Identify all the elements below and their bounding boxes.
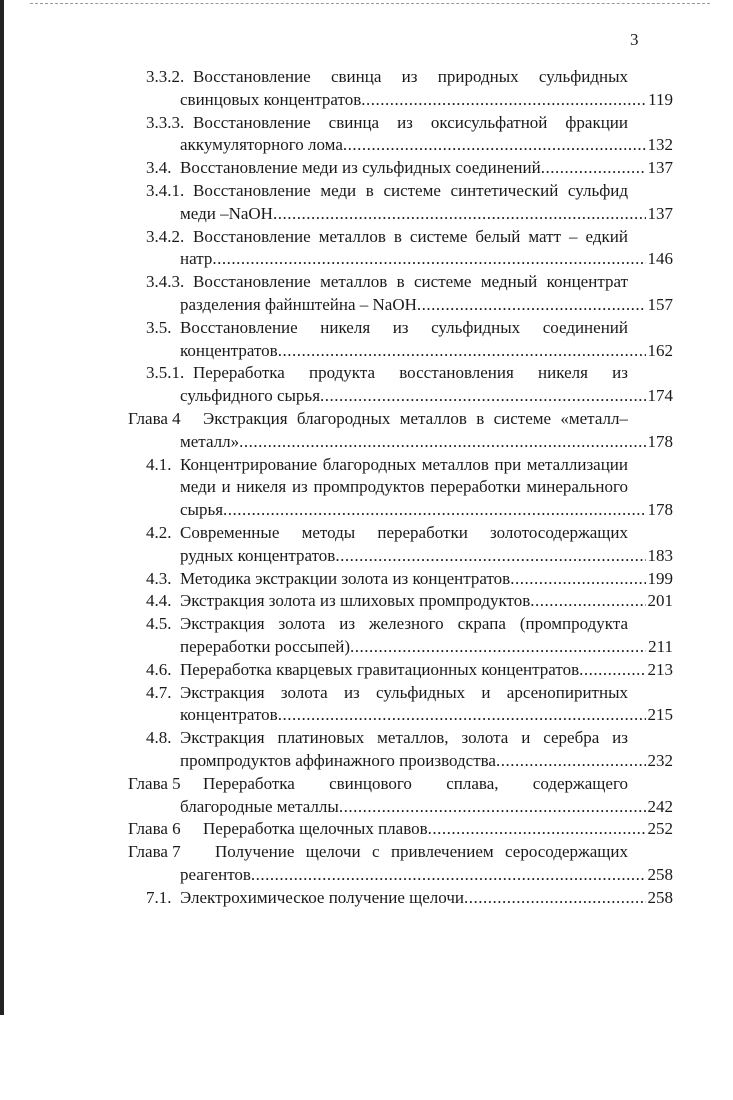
toc-line xyxy=(0,362,733,385)
dot-leader xyxy=(530,590,645,613)
toc-entry-title: Восстановление меди из сульфидных соединений xyxy=(180,158,541,178)
toc-line xyxy=(0,112,733,135)
toc-entry-title: Восстановление свинца из природных сульфидных xyxy=(193,67,628,86)
toc-entry-title: рудных концентратов xyxy=(180,545,336,565)
toc-entry-number: Глава 5 xyxy=(128,773,181,793)
toc-section-entry[interactable] xyxy=(0,682,733,728)
toc-entry-leader-line xyxy=(180,157,673,180)
toc-line xyxy=(0,340,733,363)
table-of-contents xyxy=(0,66,733,909)
toc-entry-number: 4.3. xyxy=(146,568,172,588)
toc-entry-leader-line xyxy=(180,659,673,682)
toc-line xyxy=(0,89,733,112)
toc-line xyxy=(0,408,733,431)
toc-page-number: 213 xyxy=(647,659,673,679)
toc-entry-number: 3.4.2. xyxy=(146,226,185,246)
toc-entry-title: меди –NaOH xyxy=(180,203,273,223)
toc-line xyxy=(0,750,733,773)
toc-entry-leader-line xyxy=(180,590,673,613)
dot-leader xyxy=(278,340,646,363)
toc-entry-leader-line xyxy=(180,89,673,112)
toc-page-number: 215 xyxy=(647,705,673,725)
dot-leader xyxy=(335,545,645,568)
dot-leader xyxy=(464,887,646,910)
toc-entry-number: 3.5.1. xyxy=(146,363,185,383)
toc-section-entry[interactable] xyxy=(0,112,733,158)
toc-entry-leader-line xyxy=(180,203,673,226)
toc-section-entry[interactable] xyxy=(0,317,733,363)
toc-line xyxy=(0,568,733,591)
toc-page-number: 146 xyxy=(647,249,673,269)
toc-entry-number: 4.5. xyxy=(146,614,172,634)
toc-entry-number: 3.4.3. xyxy=(146,272,185,292)
toc-entry-title: Экстракция платиновых металлов, золота и серебра из xyxy=(180,728,628,748)
toc-line xyxy=(0,66,733,89)
toc-line xyxy=(0,659,733,682)
toc-entry-title: Восстановление металлов в системе белый матт – едкий xyxy=(193,226,628,246)
toc-section-entry[interactable] xyxy=(0,727,733,773)
toc-line xyxy=(0,522,733,545)
toc-page-number: 178 xyxy=(647,500,673,520)
toc-entry-leader-line xyxy=(203,818,673,841)
toc-line xyxy=(0,134,733,157)
toc-entry-number: Глава 6 xyxy=(128,819,181,839)
toc-chapter-entry[interactable] xyxy=(0,408,733,454)
toc-page-number: 252 xyxy=(647,819,673,839)
toc-page-number: 119 xyxy=(648,89,673,109)
toc-entry-title: Переработка свинцового сплава, содержащего xyxy=(203,773,628,793)
toc-entry-number: 3.3.2. xyxy=(146,67,185,86)
toc-section-entry[interactable] xyxy=(0,887,733,910)
toc-entry-leader-line xyxy=(180,431,673,454)
toc-entry-leader-line xyxy=(180,248,673,271)
toc-entry-title: концентратов xyxy=(180,705,278,725)
toc-entry-number: 3.4.1. xyxy=(146,180,185,200)
toc-entry-title: Переработка кварцевых гравитационных концентратов xyxy=(180,659,580,679)
toc-line xyxy=(0,818,733,841)
toc-section-entry[interactable] xyxy=(0,659,733,682)
toc-entry-title: Восстановление никеля из сульфидных соединений xyxy=(180,317,628,337)
toc-section-entry[interactable] xyxy=(0,180,733,226)
dot-leader xyxy=(212,248,645,271)
toc-entry-title: Экстракция благородных металлов в системе «металл– xyxy=(203,408,628,428)
toc-line xyxy=(0,203,733,226)
toc-entry-number: 4.2. xyxy=(146,522,172,542)
toc-entry-title: Концентрирование благородных металлов при металлизации xyxy=(180,454,628,474)
toc-entry-title: концентратов xyxy=(180,340,278,360)
toc-entry-title: Экстракция золота из железного скрапа (промпродукта xyxy=(180,614,628,634)
dot-leader xyxy=(320,385,645,408)
toc-section-entry[interactable] xyxy=(0,66,733,112)
dot-leader xyxy=(428,818,646,841)
toc-line xyxy=(0,636,733,659)
page-number: 3 xyxy=(630,30,639,49)
dot-leader xyxy=(579,659,645,682)
toc-entry-number: 4.4. xyxy=(146,591,172,611)
toc-entry-title: Методика экстракции золота из концентратов xyxy=(180,568,511,588)
toc-line xyxy=(0,864,733,887)
toc-page-number: 162 xyxy=(647,340,673,360)
toc-entry-title: Переработка щелочных плавов xyxy=(203,819,428,839)
toc-entry-title: сырья xyxy=(180,500,224,520)
toc-entry-title: Экстракция золота из шлиховых промпродуктов xyxy=(180,591,531,611)
toc-chapter-entry[interactable] xyxy=(0,841,733,887)
toc-entry-title: переработки россыпей) xyxy=(180,636,351,656)
toc-page-number: 132 xyxy=(647,135,673,155)
toc-page-number: 157 xyxy=(647,294,673,314)
dot-leader xyxy=(417,294,646,317)
toc-entry-title: Электрохимическое получение щелочи xyxy=(180,887,464,907)
toc-page-number: 178 xyxy=(647,431,673,451)
toc-page-number: 137 xyxy=(647,203,673,223)
toc-line xyxy=(0,431,733,454)
toc-page-number: 258 xyxy=(647,864,673,884)
toc-section-entry[interactable] xyxy=(0,568,733,591)
dot-leader xyxy=(278,704,646,727)
toc-entry-title: Экстракция золота из сульфидных и арсенопиритных xyxy=(180,682,628,702)
toc-entry-number: 3.5. xyxy=(146,317,172,337)
toc-line xyxy=(0,226,733,249)
dot-leader xyxy=(339,796,646,819)
dot-leader xyxy=(510,568,645,591)
toc-entry-title: металл» xyxy=(180,431,240,451)
toc-entry-leader-line xyxy=(180,636,673,659)
toc-entry-leader-line xyxy=(180,887,673,910)
toc-line xyxy=(0,590,733,613)
dot-leader xyxy=(223,499,645,522)
dot-leader xyxy=(496,750,646,773)
toc-line xyxy=(0,157,733,180)
toc-entry-leader-line xyxy=(180,545,673,568)
dot-leader xyxy=(361,89,646,112)
toc-line xyxy=(0,841,733,864)
toc-section-entry[interactable] xyxy=(0,613,733,659)
dot-leader xyxy=(350,636,646,659)
toc-line xyxy=(0,180,733,203)
toc-section-entry[interactable] xyxy=(0,522,733,568)
toc-entry-leader-line xyxy=(180,294,673,317)
toc-line xyxy=(0,499,733,522)
toc-entry-title: натр xyxy=(180,249,213,269)
toc-entry-number: 4.8. xyxy=(146,728,172,748)
toc-page-number: 232 xyxy=(647,750,673,770)
dot-leader xyxy=(541,157,646,180)
toc-entry-title: Восстановление свинца из оксисульфатной фракции xyxy=(193,112,628,132)
toc-line xyxy=(0,294,733,317)
toc-entry-title: меди и никеля из промпродуктов переработки минерального xyxy=(180,477,628,497)
toc-entry-leader-line xyxy=(180,704,673,727)
toc-section-entry[interactable] xyxy=(0,590,733,613)
toc-page-number: 201 xyxy=(647,591,673,611)
toc-line xyxy=(0,248,733,271)
toc-entry-title: промпродуктов аффинажного производства xyxy=(180,750,496,770)
dot-leader xyxy=(273,203,646,226)
toc-page-number: 258 xyxy=(647,887,673,907)
toc-entry-number: 3.3.3. xyxy=(146,112,185,132)
toc-entry-number: 3.4. xyxy=(146,158,172,178)
toc-entry-title: разделения файнштейна – NaOH xyxy=(180,294,417,314)
toc-line xyxy=(0,454,733,477)
toc-entry-title: Восстановление меди в системе синтетический сульфид xyxy=(193,180,628,200)
toc-entry-leader-line xyxy=(180,134,673,157)
toc-page-number: 137 xyxy=(647,158,673,178)
toc-section-entry[interactable] xyxy=(0,157,733,180)
toc-entry-number: 4.6. xyxy=(146,659,172,679)
toc-line xyxy=(0,317,733,340)
toc-section-entry[interactable] xyxy=(0,271,733,317)
toc-entry-leader-line xyxy=(180,750,673,773)
toc-section-entry[interactable] xyxy=(0,362,733,408)
toc-entry-number: Глава 7 xyxy=(128,842,181,862)
toc-entry-leader-line xyxy=(180,864,673,887)
toc-section-entry[interactable] xyxy=(0,226,733,272)
scan-artifact xyxy=(30,3,710,4)
toc-entry-title: Переработка продукта восстановления никеля из xyxy=(193,363,628,383)
toc-entry-title: Восстановление металлов в системе медный концентрат xyxy=(193,272,628,292)
toc-chapter-entry[interactable] xyxy=(0,773,733,819)
toc-entry-title: благородные металлы xyxy=(180,796,339,816)
toc-line xyxy=(0,545,733,568)
toc-page-number: 242 xyxy=(647,796,673,816)
toc-page-number: 199 xyxy=(647,568,673,588)
dot-leader xyxy=(239,431,645,454)
toc-line xyxy=(0,613,733,636)
toc-entry-leader-line xyxy=(180,499,673,522)
toc-entry-title: сульфидного сырья xyxy=(180,386,321,406)
toc-line xyxy=(0,796,733,819)
toc-entry-number: 4.7. xyxy=(146,682,172,702)
toc-line xyxy=(0,704,733,727)
toc-entry-number: 4.1. xyxy=(146,454,172,474)
toc-entry-title: реагентов xyxy=(180,864,251,884)
toc-entry-title: свинцовых концентратов xyxy=(180,89,362,109)
toc-entry-number: 7.1. xyxy=(146,887,172,907)
toc-line xyxy=(0,682,733,705)
toc-line xyxy=(0,887,733,910)
toc-entry-number: Глава 4 xyxy=(128,408,181,428)
toc-page-number: 211 xyxy=(648,636,673,656)
dot-leader xyxy=(343,134,646,157)
toc-line xyxy=(0,773,733,796)
toc-entry-title: Получение щелочи с привлечением серосодержащих xyxy=(215,842,628,862)
toc-line xyxy=(0,476,733,499)
toc-entry-leader-line xyxy=(180,568,673,591)
dot-leader xyxy=(251,864,646,887)
toc-entry-title: аккумуляторного лома xyxy=(180,135,343,155)
toc-line xyxy=(0,271,733,294)
toc-line xyxy=(0,727,733,750)
toc-entry-leader-line xyxy=(180,796,673,819)
toc-section-entry[interactable] xyxy=(0,454,733,522)
toc-entry-title: Современные методы переработки золотосодержащих xyxy=(180,522,628,542)
toc-entry-leader-line xyxy=(180,385,673,408)
toc-line xyxy=(0,385,733,408)
toc-chapter-entry[interactable] xyxy=(0,818,733,841)
toc-entry-leader-line xyxy=(180,340,673,363)
toc-page-number: 174 xyxy=(647,386,673,406)
toc-page-number: 183 xyxy=(647,545,673,565)
